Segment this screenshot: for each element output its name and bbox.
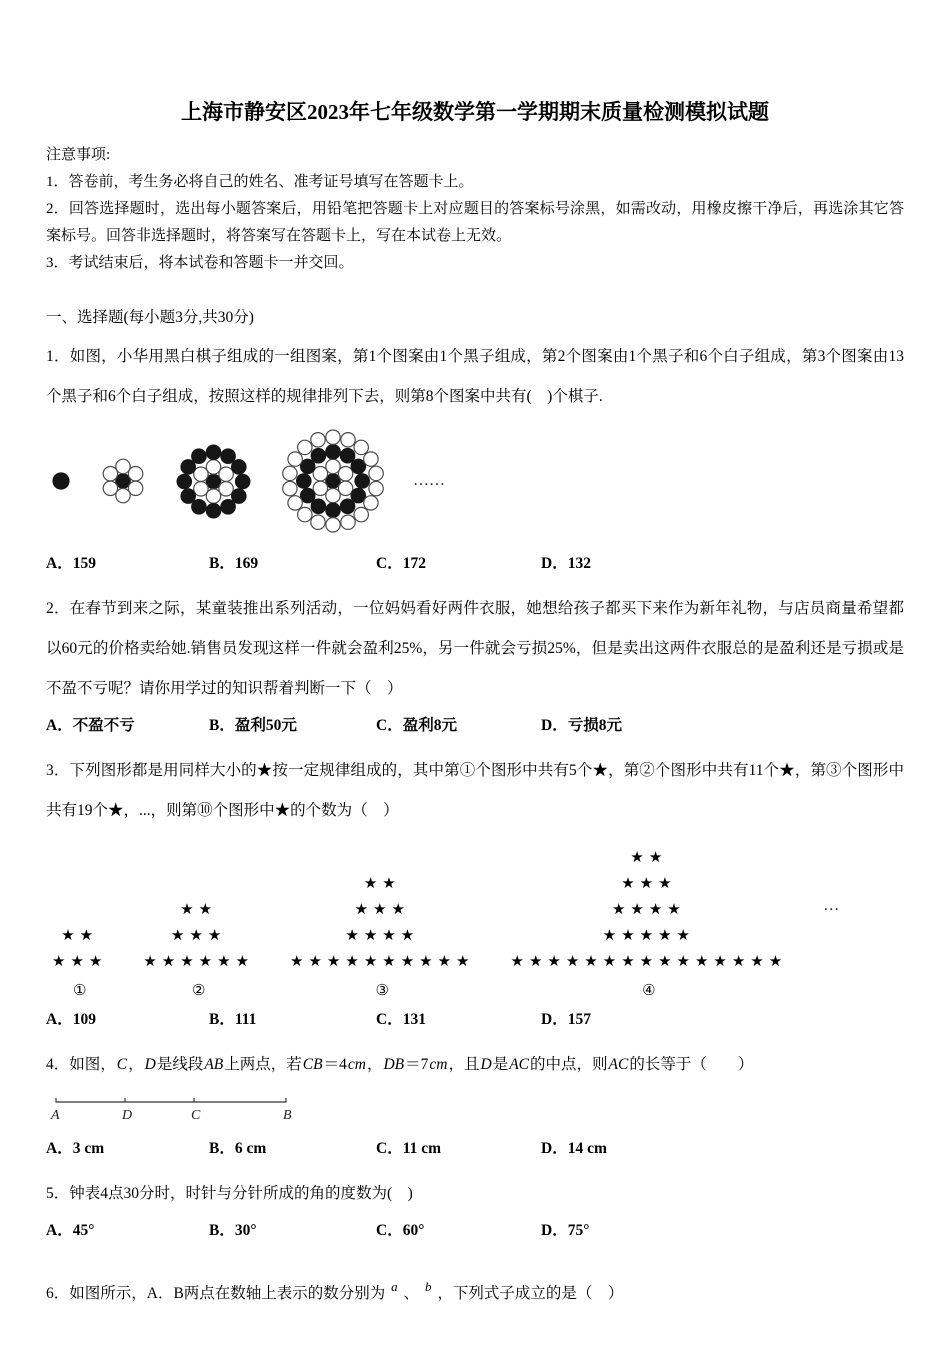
math-variable: DB: [383, 1056, 405, 1073]
question-4-options: [46, 1132, 904, 1166]
stars-figure: [46, 831, 904, 1003]
star-pattern-label: ②: [191, 983, 206, 999]
question-text-segment: 是线段: [156, 1056, 204, 1073]
question-1-options: [46, 547, 904, 581]
star-pattern: [290, 871, 474, 1001]
star-row: ★★★★★: [602, 928, 695, 944]
stones-ellipsis: ……: [413, 472, 445, 489]
question-2-text: 2．在春节到来之际，某童装推出系列活动，一位妈妈看好两件衣服，她想给孩子都买下来作为新年礼物，与店员商量希望都以60元的价格卖给她.销售员发现这样一件就会盈利25%，另一件就会亏损25%，但是卖出这两件衣服总的是盈利还是亏损或是不盈不亏呢？请你用学过的知识帮着判断一下（ ）: [46, 600, 904, 697]
question-1-option-a: A．159: [46, 555, 96, 572]
question-4-option-a: A．3 cm: [46, 1140, 105, 1157]
star-row: ★★★★: [345, 928, 420, 944]
question-5-options: [46, 1214, 904, 1248]
question-text-segment: ，下列式子成立的是（ ）: [433, 1285, 624, 1302]
stone-pattern: [174, 442, 253, 521]
question-6-text: [46, 1274, 904, 1314]
question-text-segment: ，: [366, 1056, 383, 1073]
question-2-option-d: D．亏损8元: [541, 717, 622, 734]
question-1-option-d: D．132: [541, 555, 591, 572]
question-2-option-c: C．盈利8元: [376, 717, 457, 734]
question-3-text: 3．下列图形都是用同样大小的★按一定规律组成的，其中第①个图形中共有5个★，第②个图形中共有11个★，第③个图形中共有19个★，...，则第⑩个图形中★的个数为（ ）: [46, 762, 904, 819]
question-3-option-d: D．157: [541, 1011, 591, 1028]
stone-pattern: [279, 427, 387, 535]
star-row: ★★: [61, 928, 99, 944]
question-4: [46, 1045, 904, 1166]
question-text-segment: 的中点，则: [530, 1056, 608, 1073]
math-variable: cm: [429, 1056, 448, 1073]
question-2: [46, 589, 904, 743]
star-pattern-label: ③: [375, 983, 389, 999]
star-row: ★★★★★★★★★★: [290, 954, 475, 970]
math-variable: CB: [302, 1056, 323, 1073]
stone-pattern: [98, 456, 148, 506]
star-row: ★★★★: [611, 902, 686, 918]
math-variable: b: [424, 1279, 432, 1294]
star-row: ★★★: [621, 876, 677, 892]
stone-pattern: [50, 470, 72, 492]
segment-figure: [46, 1085, 904, 1132]
math-variable: AC: [509, 1056, 530, 1073]
segment-point-label: D: [122, 1108, 133, 1123]
page-title: 上海市静安区2023年七年级数学第一学期期末质量检测模拟试题: [181, 100, 769, 124]
notice-item-2: 2．回答选择题时，选出每小题答案后，用铅笔把答题卡上对应题目的答案标号涂黑，如需改动，用橡皮擦干净后，再选涂其它答案标号。回答非选择题时，将答案写在答题卡上，写在本试卷上无效。: [46, 201, 904, 244]
math-variable: AB: [204, 1056, 224, 1073]
question-text-segment: 4．如图，: [46, 1056, 116, 1073]
stars-ellipsis: …: [823, 897, 840, 914]
question-3-option-c: C．131: [376, 1011, 426, 1028]
question-5-option-c: C．60°: [376, 1222, 425, 1239]
question-1-option-c: C．172: [376, 555, 426, 572]
star-pattern-label: ④: [642, 983, 656, 999]
question-5: [46, 1174, 904, 1248]
star-row: ★★★★★★★★★★★★★★★: [510, 954, 788, 970]
question-text-segment: 是: [492, 1056, 509, 1073]
question-4-text: [46, 1045, 904, 1085]
question-text-segment: 、: [399, 1285, 423, 1302]
math-variable: cm: [347, 1056, 366, 1073]
notice-item-3: 3．考试结束后，将本试卷和答题卡一并交回。: [46, 255, 354, 271]
question-4-option-c: C．11 cm: [376, 1140, 442, 1157]
question-1-option-b: B．169: [209, 555, 259, 572]
star-pattern: [511, 845, 788, 1001]
question-5-option-d: D．75°: [541, 1222, 590, 1239]
star-row: ★★: [363, 876, 401, 892]
question-1: [46, 337, 904, 581]
question-3-options: [46, 1003, 904, 1037]
segment-point-label: B: [283, 1108, 292, 1123]
question-6: [46, 1274, 904, 1314]
notice-section: [46, 142, 904, 277]
question-1-text: 1．如图，小华用黑白棋子组成的一组图案，第1个图案由1个黑子组成，第2个图案由1个黑子和6个白子组成，第3个图案由13个黑子和6个白子组成，按照这样的规律排列下去，则第8个图案中共有( )个棋子.: [46, 348, 904, 405]
question-5-option-b: B．30°: [209, 1222, 257, 1239]
question-4-option-b: B．6 cm: [209, 1140, 267, 1157]
star-pattern: [52, 923, 107, 1001]
question-5-option-a: A．45°: [46, 1222, 95, 1239]
star-row: ★★★: [171, 928, 227, 944]
question-text-segment: ，: [128, 1056, 144, 1073]
question-text-segment: 的长等于（ ）: [629, 1056, 754, 1073]
section-heading: 一、选择题(每小题3分,共30分): [46, 309, 254, 326]
star-pattern: [143, 897, 254, 1001]
question-2-option-a: A．不盈不亏: [46, 717, 135, 734]
question-text-segment: ，且: [448, 1056, 480, 1073]
question-text-segment: ＝4: [323, 1056, 347, 1073]
star-row: ★★: [630, 850, 668, 866]
question-5-text: 5．钟表4点30分时，时针与分针所成的角的度数为( ): [46, 1185, 413, 1202]
question-2-options: [46, 709, 904, 743]
question-2-option-b: B．盈利50元: [209, 717, 297, 734]
stones-figure: [46, 417, 904, 547]
notice-item-1: 1．答卷前，考生务必将自己的姓名、准考证号填写在答题卡上。: [46, 174, 474, 190]
star-row: ★★★: [354, 902, 410, 918]
math-variable: D: [480, 1056, 492, 1073]
notice-heading: 注意事项:: [46, 147, 111, 163]
star-row: ★★★: [52, 954, 108, 970]
question-text-segment: 上两点，若: [224, 1056, 302, 1073]
question-3-option-b: B．111: [209, 1011, 257, 1028]
question-3-option-a: A．109: [46, 1011, 96, 1028]
star-row: ★★: [180, 902, 218, 918]
question-text-segment: ＝7: [405, 1056, 429, 1073]
question-text-segment: 6．如图所示，A．B两点在数轴上表示的数分别为: [46, 1285, 390, 1302]
segment-point-label: A: [51, 1108, 60, 1123]
math-variable: C: [116, 1056, 128, 1073]
math-variable: D: [144, 1056, 156, 1073]
segment-point-label: C: [191, 1108, 201, 1123]
star-row: ★★★★★★: [143, 954, 255, 970]
question-3: [46, 751, 904, 1037]
question-4-option-d: D．14 cm: [541, 1140, 607, 1157]
star-pattern-label: ①: [72, 983, 87, 999]
math-variable: a: [391, 1279, 398, 1294]
math-variable: AC: [608, 1056, 629, 1073]
